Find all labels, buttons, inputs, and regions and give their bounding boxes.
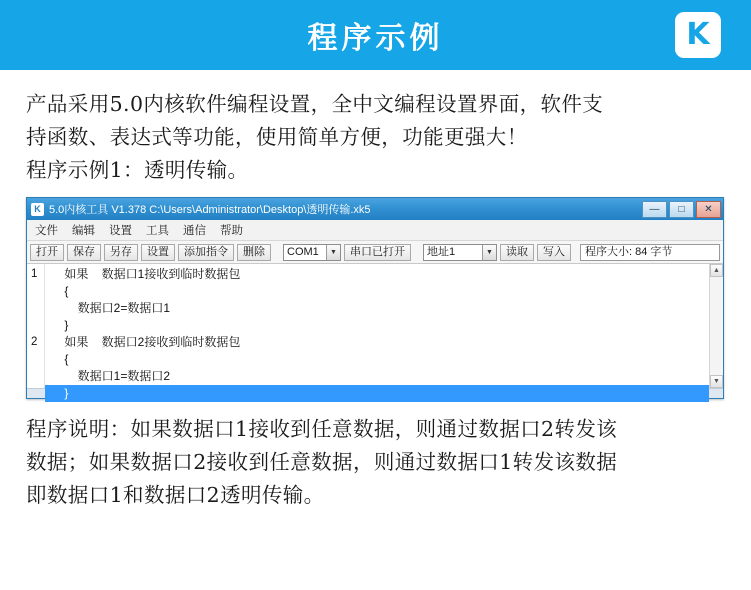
code-editor[interactable] bbox=[27, 264, 723, 400]
scroll-down-icon[interactable]: ▼ bbox=[710, 375, 723, 388]
program-size-field: 程序大小: 84 字节 bbox=[580, 244, 720, 261]
maximize-button[interactable]: □ bbox=[669, 201, 694, 218]
window-titlebar bbox=[27, 198, 723, 220]
close-button[interactable]: ✕ bbox=[696, 201, 721, 218]
menu-edit[interactable]: 编辑 bbox=[72, 225, 95, 237]
code-line[interactable]: 数据口1=数据口2 bbox=[51, 369, 171, 383]
address-value: 地址1 bbox=[427, 245, 456, 258]
line-number bbox=[27, 385, 44, 402]
page-title: 程序示例 bbox=[307, 21, 444, 56]
menu-communication[interactable]: 通信 bbox=[183, 225, 206, 237]
menubar bbox=[27, 220, 723, 241]
minimize-button[interactable]: — bbox=[642, 201, 667, 218]
code-line[interactable]: } bbox=[51, 318, 69, 332]
line-number-gutter bbox=[27, 264, 45, 388]
save-button[interactable]: 保存 bbox=[67, 244, 101, 261]
app-window-screenshot bbox=[26, 197, 724, 399]
open-button[interactable]: 打开 bbox=[30, 244, 64, 261]
menu-tools[interactable]: 工具 bbox=[146, 225, 169, 237]
intro-line-2: 持函数、表达式等功能，使用简单方便，功能更强大！ bbox=[26, 125, 528, 149]
intro-line-1: 产品采用5.0内核软件编程设置，全中文编程设置界面，软件支 bbox=[26, 92, 604, 116]
menu-settings[interactable]: 设置 bbox=[109, 225, 132, 237]
save-as-button[interactable]: 另存 bbox=[104, 244, 138, 261]
window-title: 5.0内核工具 V1.378 C:\Users\Administrator\Desktop\透明传输.xk5 bbox=[49, 204, 371, 216]
app-icon: K bbox=[31, 203, 44, 216]
chevron-down-icon[interactable]: ▼ bbox=[482, 245, 496, 260]
line-number bbox=[27, 368, 44, 385]
line-number bbox=[27, 283, 44, 300]
read-button[interactable]: 读取 bbox=[500, 244, 534, 261]
menu-help[interactable]: 帮助 bbox=[220, 225, 243, 237]
description-line-3: 即数据口1和数据口2透明传输。 bbox=[26, 483, 325, 507]
scroll-up-icon[interactable]: ▲ bbox=[710, 264, 723, 277]
scrollbar-track[interactable] bbox=[710, 277, 723, 375]
code-line-selected[interactable]: } bbox=[45, 385, 709, 402]
page-header bbox=[0, 0, 751, 70]
line-number bbox=[27, 351, 44, 368]
code-line[interactable]: 如果 数据口2接收到临时数据包 bbox=[51, 335, 241, 349]
intro-section bbox=[0, 70, 751, 187]
intro-line-3: 程序示例1：透明传输。 bbox=[26, 158, 249, 182]
code-lines[interactable] bbox=[45, 264, 709, 400]
line-number bbox=[27, 300, 44, 317]
description-section bbox=[0, 399, 751, 512]
window-controls bbox=[642, 201, 721, 218]
brand-logo bbox=[675, 12, 721, 58]
add-instruction-button[interactable]: 添加指令 bbox=[178, 244, 234, 261]
settings-button[interactable]: 设置 bbox=[141, 244, 175, 261]
delete-button[interactable]: 删除 bbox=[237, 244, 271, 261]
line-number: 1 bbox=[31, 268, 38, 280]
line-number: 2 bbox=[31, 336, 38, 348]
code-line[interactable]: { bbox=[51, 352, 69, 366]
menu-file[interactable]: 文件 bbox=[35, 225, 58, 237]
logo-letter-icon: K bbox=[686, 17, 710, 52]
write-button[interactable]: 写入 bbox=[537, 244, 571, 261]
chevron-down-icon[interactable]: ▼ bbox=[326, 245, 340, 260]
code-line[interactable]: { bbox=[51, 284, 69, 298]
code-line[interactable]: 数据口2=数据口1 bbox=[51, 301, 171, 315]
address-select[interactable] bbox=[423, 244, 497, 261]
open-serial-port-button[interactable]: 串口已打开 bbox=[344, 244, 411, 261]
toolbar bbox=[27, 241, 723, 264]
vertical-scrollbar[interactable] bbox=[709, 264, 723, 388]
description-line-1: 程序说明：如果数据口1接收到任意数据，则通过数据口2转发该 bbox=[26, 417, 618, 441]
line-number bbox=[27, 317, 44, 334]
description-line-2: 数据；如果数据口2接收到任意数据，则通过数据口1转发该数据 bbox=[26, 450, 618, 474]
com-port-value: COM1 bbox=[287, 245, 319, 258]
code-line[interactable]: 如果 数据口1接收到临时数据包 bbox=[51, 267, 241, 281]
com-port-select[interactable] bbox=[283, 244, 341, 261]
